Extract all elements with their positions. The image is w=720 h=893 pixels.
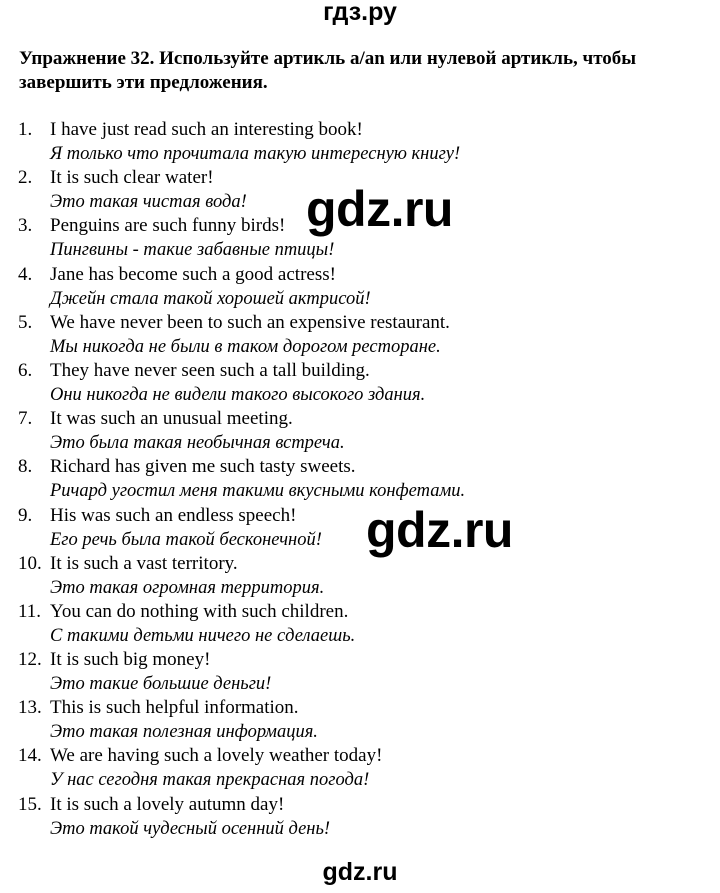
item-number: 15. bbox=[18, 793, 42, 815]
watermark: gdz.ru bbox=[366, 502, 513, 558]
list-item bbox=[18, 793, 708, 841]
item-english-sentence: It was such an unusual meeting. bbox=[50, 408, 293, 430]
watermark: gdz.ru bbox=[306, 181, 453, 237]
item-english-sentence: Penguins are such funny birds! bbox=[50, 215, 286, 237]
item-number: 10. bbox=[18, 552, 42, 574]
item-number: 14. bbox=[18, 745, 42, 767]
item-number: 12. bbox=[18, 649, 42, 671]
item-russian-translation: Джейн стала такой хорошей актрисой! bbox=[50, 288, 371, 309]
item-number: 2. bbox=[18, 167, 33, 189]
item-number: 7. bbox=[18, 408, 33, 430]
item-english-sentence: His was such an endless speech! bbox=[50, 504, 297, 526]
item-russian-translation: Это такая огромная территория. bbox=[50, 577, 325, 598]
list-item bbox=[18, 407, 708, 455]
item-russian-translation: Это такая полезная информация. bbox=[50, 722, 318, 743]
item-english-sentence: You can do nothing with such children. bbox=[50, 600, 349, 622]
item-russian-translation: Мы никогда не были в таком дорогом ресторане. bbox=[50, 336, 441, 357]
item-russian-translation: Ричард угостил меня такими вкусными конфетами. bbox=[50, 481, 466, 502]
item-number: 4. bbox=[18, 263, 33, 285]
item-russian-translation: Это такие большие деньги! bbox=[50, 674, 272, 695]
item-english-sentence: It is such a vast territory. bbox=[50, 552, 238, 574]
item-english-sentence: We are having such a lovely weather today! bbox=[50, 745, 383, 767]
site-footer-label: gdz.ru bbox=[322, 858, 398, 886]
item-russian-translation: Они никогда не видели такого высокого здания. bbox=[50, 384, 426, 405]
item-russian-translation: Это была такая необычная встреча. bbox=[50, 433, 345, 454]
list-item bbox=[18, 552, 708, 600]
item-russian-translation: У нас сегодня такая прекрасная погода! bbox=[50, 770, 370, 791]
list-item bbox=[18, 696, 708, 744]
list-item bbox=[18, 504, 708, 552]
item-russian-translation: С такими детьми ничего не сделаешь. bbox=[50, 625, 356, 646]
item-number: 9. bbox=[18, 504, 33, 526]
list-item bbox=[18, 744, 708, 792]
item-english-sentence: Jane has become such a good actress! bbox=[50, 263, 336, 285]
item-number: 1. bbox=[18, 119, 33, 140]
item-number: 5. bbox=[18, 311, 33, 333]
item-russian-translation: Я только что прочитала такую интересную книгу! bbox=[50, 144, 461, 164]
item-english-sentence: It is such a lovely autumn day! bbox=[50, 793, 285, 815]
item-english-sentence: We have never been to such an expensive restaurant. bbox=[50, 311, 450, 333]
list-item bbox=[18, 359, 708, 407]
item-number: 11. bbox=[18, 600, 42, 622]
list-item bbox=[18, 263, 708, 311]
site-header-label: гдз.ру bbox=[323, 0, 397, 26]
list-item bbox=[18, 311, 708, 359]
item-english-sentence: This is such helpful information. bbox=[50, 697, 299, 719]
item-english-sentence: It is such big money! bbox=[50, 649, 211, 671]
item-english-sentence: I have just read such an interesting book! bbox=[50, 119, 363, 140]
item-russian-translation: Это такой чудесный осенний день! bbox=[50, 818, 331, 839]
list-item bbox=[18, 455, 708, 503]
item-number: 8. bbox=[18, 456, 33, 478]
item-english-sentence: It is such clear water! bbox=[50, 167, 214, 189]
item-russian-translation: Пингвины - такие забавные птицы! bbox=[50, 240, 335, 261]
item-english-sentence: They have never seen such a tall building. bbox=[50, 359, 370, 381]
item-english-sentence: Richard has given me such tasty sweets. bbox=[50, 456, 356, 478]
item-number: 6. bbox=[18, 359, 33, 381]
item-number: 13. bbox=[18, 697, 42, 719]
list-item bbox=[18, 648, 708, 696]
list-item bbox=[18, 118, 708, 166]
list-item bbox=[18, 600, 708, 648]
item-number: 3. bbox=[18, 215, 33, 237]
item-russian-translation: Это такая чистая вода! bbox=[50, 192, 247, 213]
item-russian-translation: Его речь была такой бесконечной! bbox=[50, 529, 322, 550]
exercise-title: Упражнение 32. Используйте артикль a/an или нулевой артикль, чтобы завершить эти предложения. bbox=[19, 48, 637, 93]
